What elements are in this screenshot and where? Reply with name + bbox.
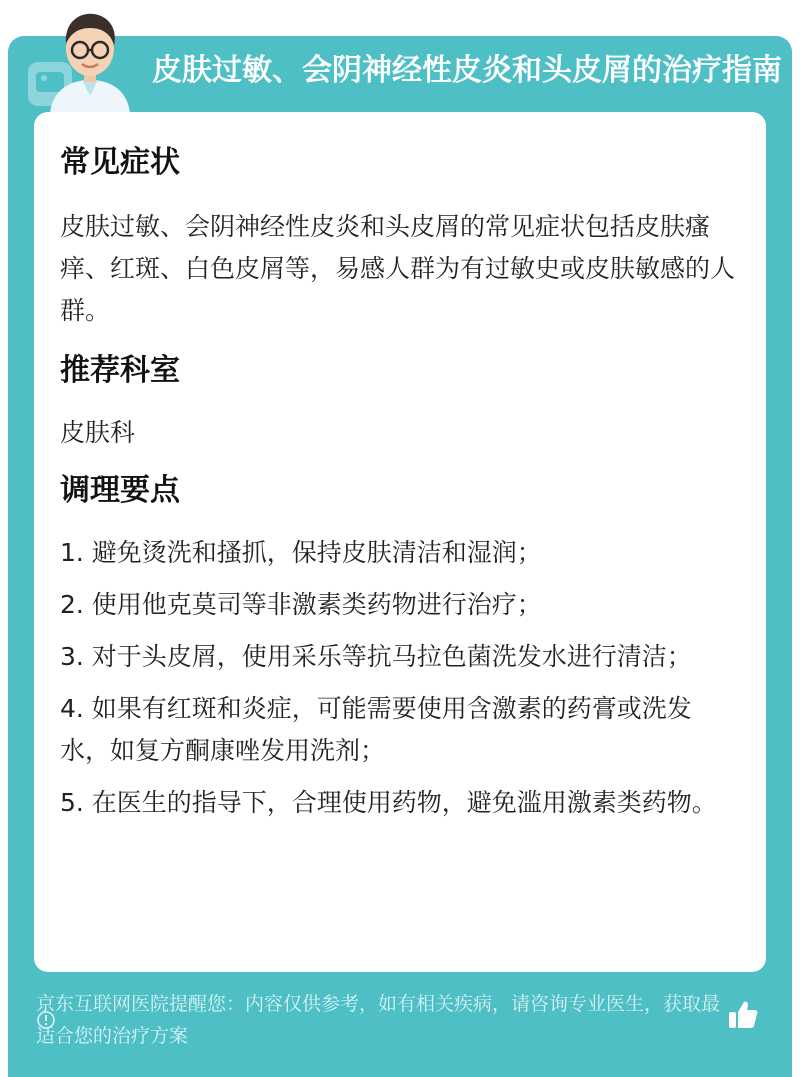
section-heading-care: 调理要点 — [60, 473, 180, 508]
doctor-avatar — [42, 6, 138, 114]
list-item: 3. 对于头皮屑，使用采乐等抗马拉色菌洗发水进行清洁； — [60, 642, 692, 671]
section-heading-department: 推荐科室 — [60, 353, 180, 388]
list-item: 1. 避免烫洗和搔抓，保持皮肤清洁和湿润； — [60, 538, 542, 567]
thumbs-up-icon[interactable] — [726, 998, 760, 1032]
page-title: 皮肤过敏、会阴神经性皮炎和头皮屑的治疗指南 — [152, 54, 782, 88]
content-body — [60, 130, 740, 824]
department-paragraph: 皮肤科 — [60, 418, 136, 447]
footer-disclaimer: 京东互联网医院提醒您：内容仅供参考，如有相关疾病，请咨询专业医生，获取最适合您的治疗方案 — [36, 993, 721, 1047]
symptoms-paragraph: 皮肤过敏、会阴神经性皮炎和头皮屑的常见症状包括皮肤瘙痒、红斑、白色皮屑等，易感人群为有过敏史或皮肤敏感的人群。 — [60, 212, 736, 325]
list-item: 2. 使用他克莫司等非激素类药物进行治疗； — [60, 590, 542, 619]
care-list — [60, 532, 740, 824]
section-heading-symptoms: 常见症状 — [60, 145, 180, 180]
list-item: 4. 如果有红斑和炎症，可能需要使用含激素的药膏或洗发水，如复方酮康唑发用洗剂； — [60, 694, 692, 765]
content-card — [34, 112, 766, 972]
list-item: 5. 在医生的指导下，合理使用药物，避免滥用激素类药物。 — [60, 788, 717, 817]
